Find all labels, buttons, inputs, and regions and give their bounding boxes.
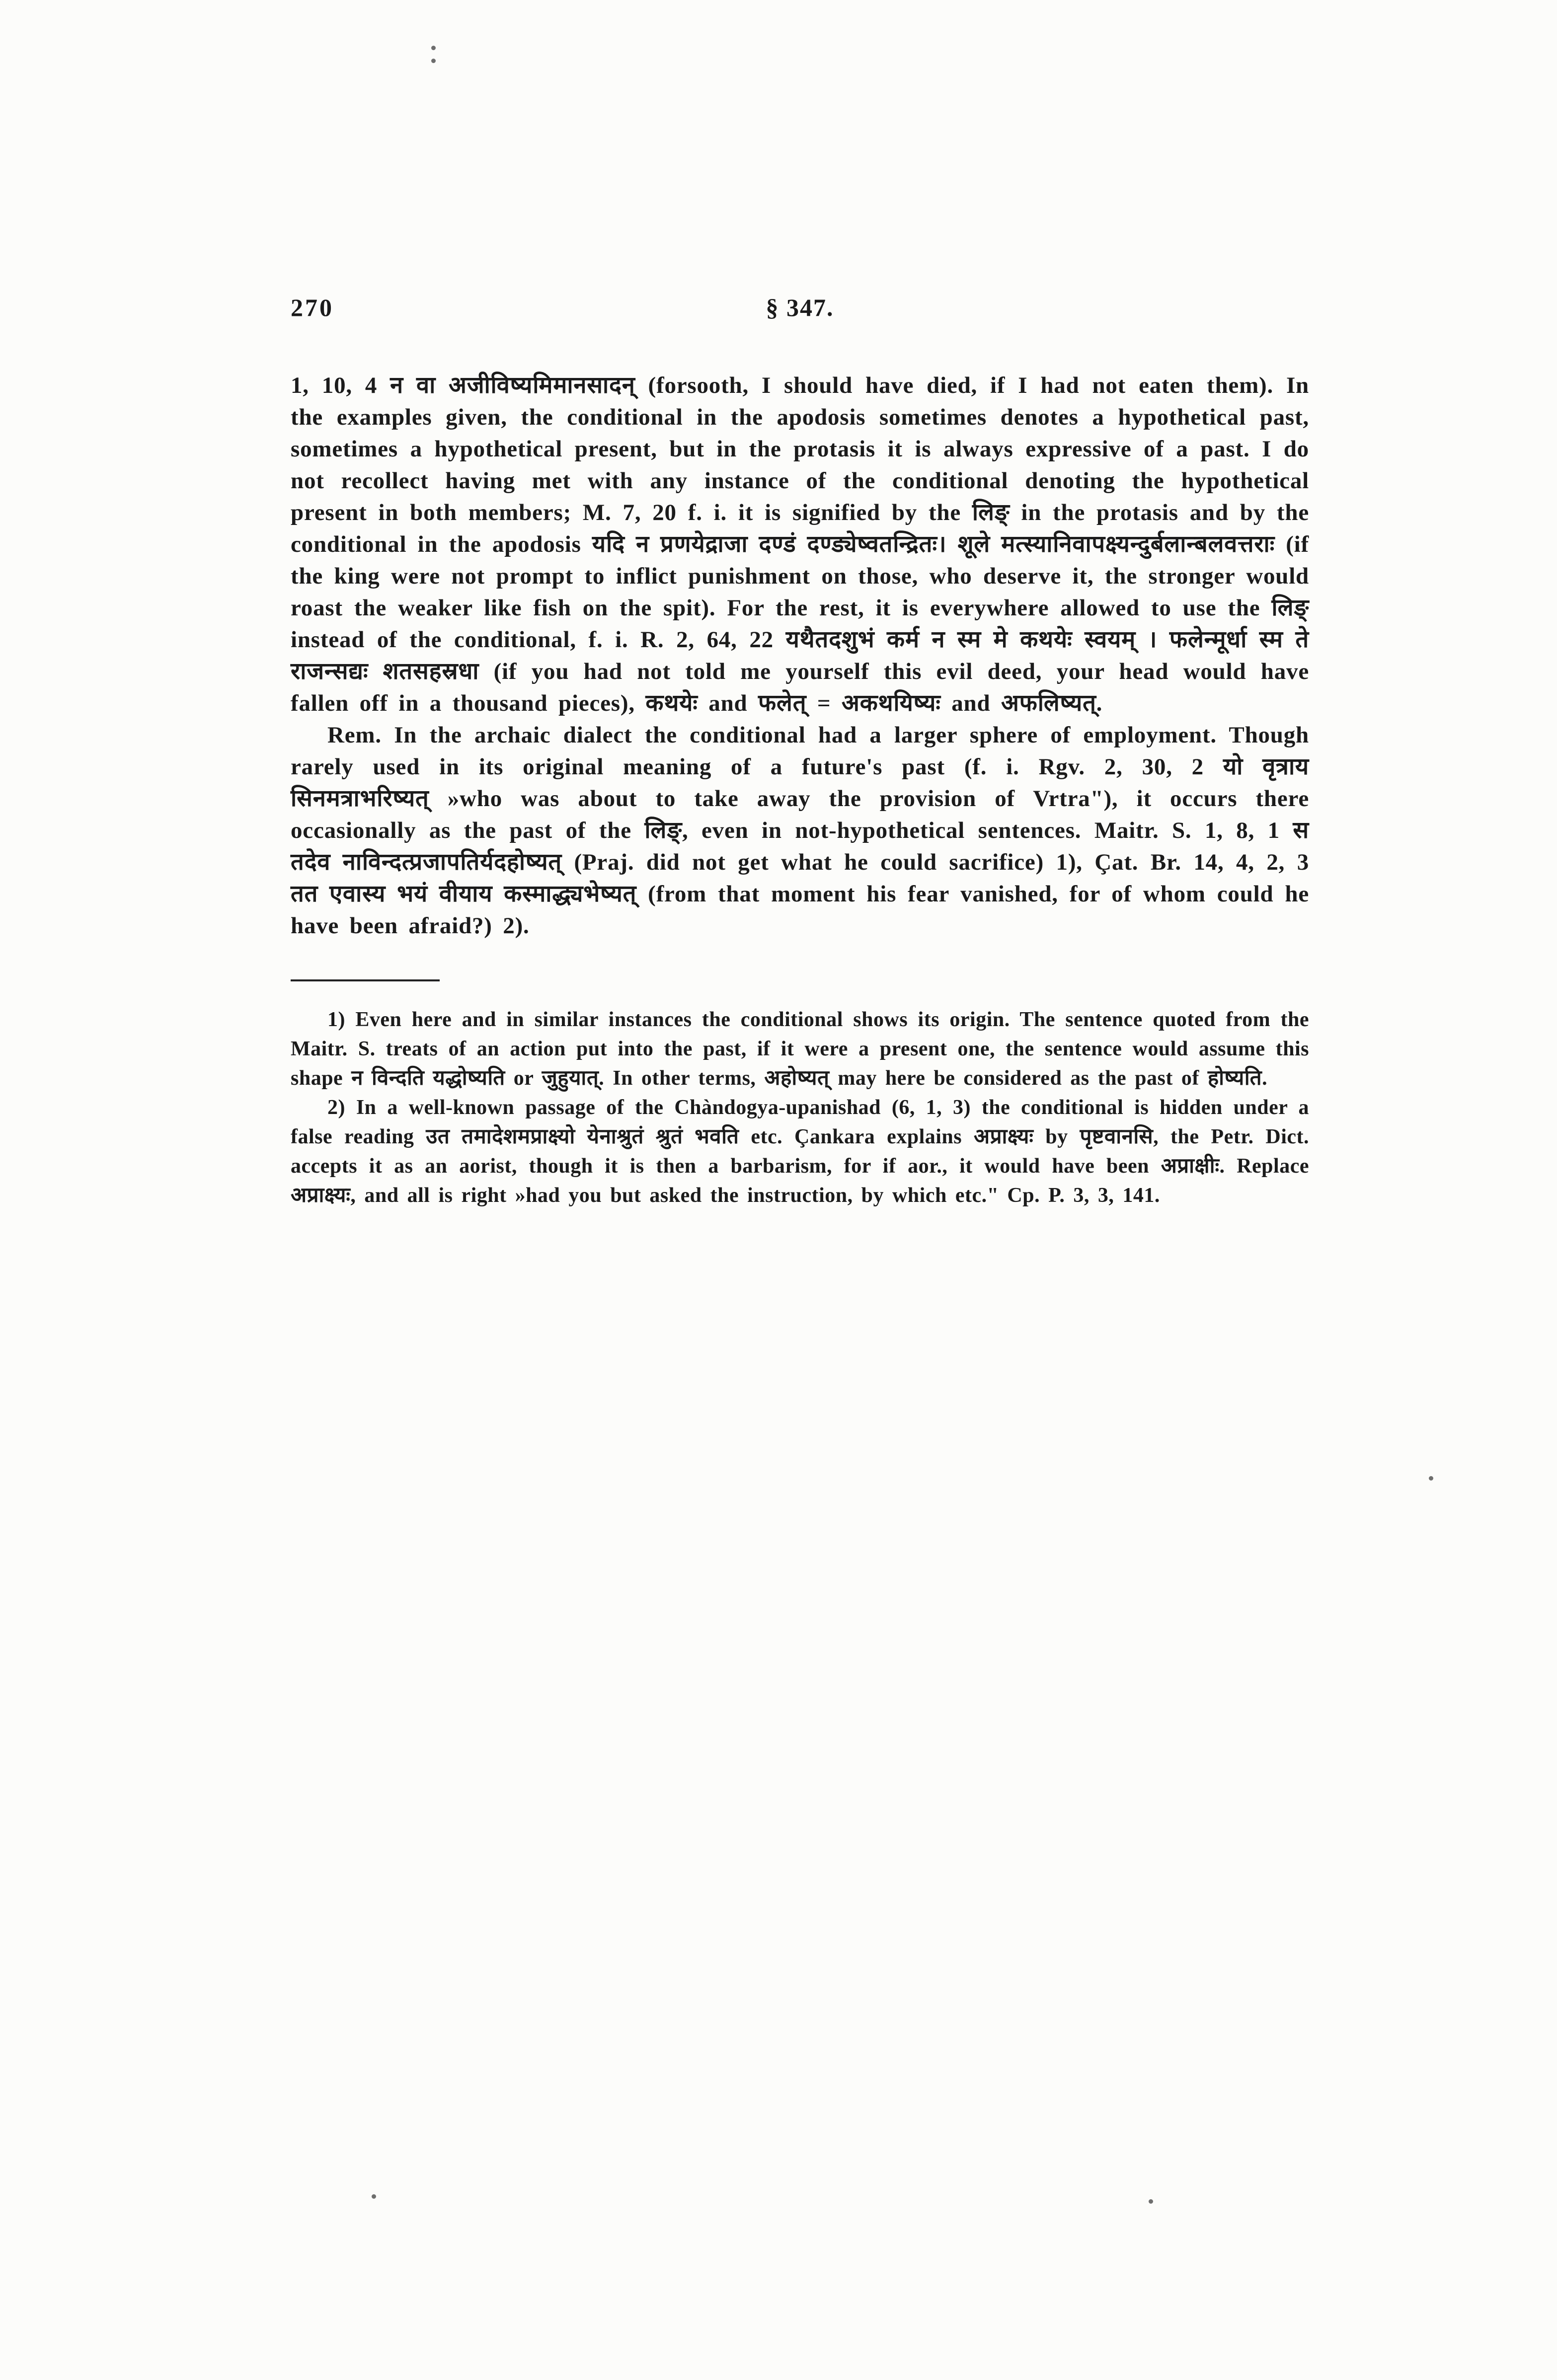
section-heading: § 347.	[766, 294, 834, 321]
paragraph-main: 1, 10, 4 न वा अजीविष्यमिमानसादन् (forsooth, I should have died, if I had not eaten them). In the examples given, the conditional in the apodosis sometimes denotes a hypothetical past, sometimes a hypothetical present, but in the protasis it is always expressive of a past. I do not recollect having met with any instance of the conditional denoting the hypothetical present in both members; M. 7, 20 f. i. it is signified by the लिङ् in the protasis and by the conditional in the apodosis यदि न प्रणयेद्राजा दण्डं दण्ड्येष्वतन्द्रितः। शूले मत्स्यानिवापक्ष्यन्दुर्बलान्बलवत्तराः (if the king were not prompt to inflict punishment on those, who deserve it, the stronger would roast the weaker like fish on the spit). For the rest, it is everywhere allowed to use the लिङ् instead of the conditional, f. i. R. 2, 64, 22 यथैतदशुभं कर्म न स्म मे कथयेः स्वयम् । फलेन्मूर्धा स्म ते राजन्सद्यः शतसहस्रधा (if you had not told me yourself this evil deed, your head would have fallen off in a thousand pieces), कथयेः and फलेत् = अकथयिष्यः and अफलिष्यत्.	[291, 372, 1309, 716]
footnote-separator	[291, 979, 440, 981]
footnotes	[291, 1005, 1309, 1210]
footnote-2: 2) In a well-known passage of the Chàndogya-upanishad (6, 1, 3) the conditional is hidden under a false reading उत तमादेशमप्राक्ष्यो येनाश्रुतं श्रुतं भवति etc. Çankara explains अप्राक्ष्यः by पृष्टवानसि, the Petr. Dict. accepts it as an aorist, though it is then a barbarism, for if aor., it would have been अप्राक्षीः. Replace अप्राक्ष्यः, and all is right »had you but asked the instruction, by which etc." Cp. P. 3, 3, 141.	[291, 1096, 1309, 1207]
scan-artifact	[431, 46, 436, 50]
text-block	[291, 293, 1309, 1210]
scan-artifact	[1149, 2199, 1153, 2204]
page-number: 270	[291, 294, 334, 321]
page-header	[291, 293, 1309, 329]
footnote-1: 1) Even here and in similar instances the conditional shows its origin. The sentence quoted from the Maitr. S. treats of an action put into the past, if it were a present one, the sentence would assume this shape न विन्दति यद्धोष्यति or जुहुयात्. In other terms, अहोष्यत् may here be considered as the past of होष्यति.	[291, 1008, 1309, 1090]
body-text	[291, 370, 1309, 942]
paragraph-remark: Rem. In the archaic dialect the conditional had a larger sphere of employment. Though rarely used in its original meaning of a future's past (f. i. Rgv. 2, 30, 2 यो वृत्राय सिनमत्राभरिष्यत् »who was about to take away the provision of Vrtra"), it occurs there occasionally as the past of the लिङ्, even in not-hypothetical sentences. Maitr. S. 1, 8, 1 स तदेव नाविन्दत्प्रजापतिर्यदहोष्यत् (Praj. did not get what he could sacrifice) 1), Çat. Br. 14, 4, 2, 3 तत एवास्य भयं वीयाय कस्माद्ध्यभेष्यत् (from that moment his fear vanished, for of whom could he have been afraid?) 2).	[291, 722, 1309, 939]
scan-artifact	[372, 2194, 376, 2199]
scan-artifact	[1429, 1476, 1433, 1481]
